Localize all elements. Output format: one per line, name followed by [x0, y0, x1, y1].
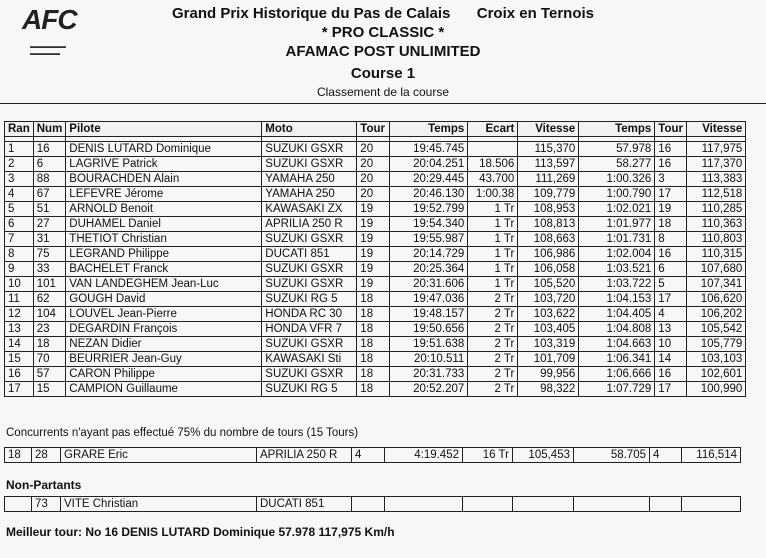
cell-num: 75	[33, 247, 66, 262]
cell-moto: DUCATI 851	[262, 247, 357, 262]
cell-num: 104	[33, 307, 66, 322]
cell-moto: SUZUKI GSXR	[262, 277, 357, 292]
cell-ecart: 1 Tr	[468, 232, 518, 247]
dns-title: Non-Partants	[6, 478, 82, 492]
cell-moto: SUZUKI GSXR	[262, 232, 357, 247]
cell-tour: 19	[357, 277, 390, 292]
cell-best-tour: 10	[655, 337, 687, 352]
cell-tour: 19	[357, 247, 390, 262]
cell-num: 15	[33, 382, 66, 397]
cell-temps: 20:46.130	[390, 187, 468, 202]
cell-ran: 11	[5, 292, 34, 307]
table-row	[5, 292, 746, 307]
best-lap: Meilleur tour: No 16 DENIS LUTARD Dominique 57.978 117,975 Km/h	[6, 525, 395, 539]
cell-tour: 18	[357, 382, 390, 397]
table-row	[5, 262, 746, 277]
cell-best-vitesse: 116,514	[682, 448, 741, 463]
table-row	[5, 497, 741, 512]
cell-temps: 20:52.207	[390, 382, 468, 397]
cell-pilote: VITE Christian	[61, 497, 257, 512]
cell-best-temps	[574, 497, 650, 512]
cell-num: 73	[32, 497, 61, 512]
cell-best-temps: 1:07.729	[579, 382, 655, 397]
event-title	[0, 5, 766, 22]
cell-moto: HONDA RC 30	[262, 307, 357, 322]
cell-best-tour: 17	[655, 292, 687, 307]
table-row	[5, 382, 746, 397]
cell-best-temps: 1:04.153	[579, 292, 655, 307]
dnf-table	[4, 447, 741, 463]
cell-ecart: 2 Tr	[468, 322, 518, 337]
table-row	[5, 367, 746, 382]
cell-best-tour: 5	[655, 277, 687, 292]
cell-num: 70	[33, 352, 66, 367]
cell-best-temps: 1:06.341	[579, 352, 655, 367]
cell-tour: 19	[357, 262, 390, 277]
cell-temps: 20:31.606	[390, 277, 468, 292]
race-title: Course 1	[350, 65, 416, 82]
cell-ecart: 2 Tr	[468, 382, 518, 397]
cell-best-tour: 16	[655, 247, 687, 262]
cell-moto: KAWASAKI Sti	[262, 352, 357, 367]
cell-ran: 17	[5, 382, 34, 397]
cell-best-vitesse: 107,680	[687, 262, 746, 277]
cell-ran: 9	[5, 262, 34, 277]
cell-ran: 1	[5, 142, 34, 157]
cell-vitesse: 111,269	[518, 172, 579, 187]
cell-vitesse: 109,779	[518, 187, 579, 202]
cell-ran: 6	[5, 217, 34, 232]
col-moto: Moto	[262, 122, 357, 137]
cell-moto: SUZUKI RG 5	[262, 292, 357, 307]
cell-vitesse: 98,322	[518, 382, 579, 397]
cell-tour: 19	[357, 217, 390, 232]
table-row	[5, 337, 746, 352]
cell-best-tour: 13	[655, 322, 687, 337]
cell-best-tour: 4	[655, 307, 687, 322]
cell-best-vitesse: 110,315	[687, 247, 746, 262]
cell-best-temps: 1:04.808	[579, 322, 655, 337]
table-row	[5, 247, 746, 262]
col-temps: Temps	[390, 122, 468, 137]
cell-tour: 18	[357, 292, 390, 307]
col-ran: Ran	[5, 122, 34, 137]
cell-tour: 20	[357, 172, 390, 187]
cell-pilote: BEURRIER Jean-Guy	[66, 352, 262, 367]
cell-pilote: ARNOLD Benoit	[66, 202, 262, 217]
cell-tour: 18	[357, 307, 390, 322]
cell-vitesse: 108,953	[518, 202, 579, 217]
cell-tour: 4	[352, 448, 385, 463]
table-row	[5, 277, 746, 292]
cell-vitesse: 99,956	[518, 367, 579, 382]
table-row	[5, 307, 746, 322]
cell-best-vitesse: 105,779	[687, 337, 746, 352]
cell-moto: SUZUKI RG 5	[262, 382, 357, 397]
cell-pilote: LEGRAND Philippe	[66, 247, 262, 262]
cell-tour: 18	[357, 367, 390, 382]
table-row	[5, 217, 746, 232]
cell-vitesse: 115,370	[518, 142, 579, 157]
dnf-note: Concurrents n'ayant pas effectué 75% du nombre de tours (15 Tours)	[6, 427, 359, 439]
cell-vitesse: 103,405	[518, 322, 579, 337]
cell-ran: 14	[5, 337, 34, 352]
cell-temps: 19:55.987	[390, 232, 468, 247]
cell-best-tour: 19	[655, 202, 687, 217]
cell-ecart	[463, 497, 513, 512]
cell-best-tour: 3	[655, 172, 687, 187]
cell-num: 28	[32, 448, 61, 463]
cell-ran: 10	[5, 277, 34, 292]
cell-moto: KAWASAKI ZX	[262, 202, 357, 217]
cell-temps: 19:51.638	[390, 337, 468, 352]
cell-moto: HONDA VFR 7	[262, 322, 357, 337]
table-row	[5, 448, 741, 463]
cell-moto: YAMAHA 250	[262, 172, 357, 187]
cell-ecart: 1 Tr	[468, 262, 518, 277]
table-row	[5, 202, 746, 217]
cell-vitesse: 103,720	[518, 292, 579, 307]
cell-num: 6	[33, 157, 66, 172]
cell-moto: SUZUKI GSXR	[262, 337, 357, 352]
cell-vitesse	[513, 497, 574, 512]
cell-ecart: 16 Tr	[463, 448, 513, 463]
cell-vitesse: 103,622	[518, 307, 579, 322]
cell-pilote: DUHAMEL Daniel	[66, 217, 262, 232]
cell-best-tour	[650, 497, 682, 512]
cell-moto: SUZUKI GSXR	[262, 262, 357, 277]
cell-ran: 16	[5, 367, 34, 382]
cell-best-vitesse: 110,285	[687, 202, 746, 217]
cell-best-temps: 1:03.521	[579, 262, 655, 277]
cell-temps: 19:52.799	[390, 202, 468, 217]
cell-temps: 19:48.157	[390, 307, 468, 322]
table-row	[5, 142, 746, 157]
cell-best-tour: 4	[650, 448, 682, 463]
cell-ran	[5, 497, 32, 512]
cell-num: 18	[33, 337, 66, 352]
cell-pilote: THETIOT Christian	[66, 232, 262, 247]
cell-best-vitesse: 110,363	[687, 217, 746, 232]
col-vitesse: Vitesse	[518, 122, 579, 137]
cell-ecart: 2 Tr	[468, 337, 518, 352]
col-pilote: Pilote	[66, 122, 262, 137]
cell-vitesse: 106,058	[518, 262, 579, 277]
cell-ecart	[468, 142, 518, 157]
cell-best-vitesse: 105,542	[687, 322, 746, 337]
cell-best-tour: 17	[655, 382, 687, 397]
col-best-tour: Tour	[655, 122, 687, 137]
cell-ran: 15	[5, 352, 34, 367]
cell-ecart: 43.700	[468, 172, 518, 187]
cell-best-vitesse: 102,601	[687, 367, 746, 382]
cell-best-temps: 1:04.663	[579, 337, 655, 352]
cell-ran: 5	[5, 202, 34, 217]
cell-tour: 18	[357, 322, 390, 337]
cell-moto: DUCATI 851	[257, 497, 352, 512]
cell-best-temps: 57.978	[579, 142, 655, 157]
cell-pilote: LAGRIVE Patrick	[66, 157, 262, 172]
cell-best-temps: 1:02.004	[579, 247, 655, 262]
cell-temps: 20:10.511	[390, 352, 468, 367]
cell-ecart: 1 Tr	[468, 247, 518, 262]
cell-ran: 8	[5, 247, 34, 262]
cell-best-vitesse: 117,975	[687, 142, 746, 157]
cell-pilote: DEGARDIN François	[66, 322, 262, 337]
cell-ecart: 18.506	[468, 157, 518, 172]
cell-temps: 20:25.364	[390, 262, 468, 277]
cell-pilote: BOURACHDEN Alain	[66, 172, 262, 187]
cell-num: 57	[33, 367, 66, 382]
class-title: AFAMAC POST UNLIMITED	[285, 43, 481, 60]
cell-temps: 19:54.340	[390, 217, 468, 232]
cell-moto: SUZUKI GSXR	[262, 157, 357, 172]
cell-pilote: GRARE Eric	[61, 448, 257, 463]
cell-moto: APRILIA 250 R	[262, 217, 357, 232]
cell-vitesse: 108,663	[518, 232, 579, 247]
cell-ecart: 2 Tr	[468, 307, 518, 322]
cell-ecart: 1 Tr	[468, 217, 518, 232]
cell-pilote: DENIS LUTARD Dominique	[66, 142, 262, 157]
cell-num: 101	[33, 277, 66, 292]
cell-num: 23	[33, 322, 66, 337]
cell-vitesse: 103,319	[518, 337, 579, 352]
cell-pilote: VAN LANDEGHEM Jean-Luc	[66, 277, 262, 292]
col-ecart: Ecart	[468, 122, 518, 137]
cell-temps: 20:04.251	[390, 157, 468, 172]
cell-best-temps: 1:01.731	[579, 232, 655, 247]
cell-temps: 20:14.729	[390, 247, 468, 262]
cell-ran: 7	[5, 232, 34, 247]
cell-tour: 18	[357, 352, 390, 367]
logo-text: AFC	[22, 4, 77, 35]
cell-pilote: LOUVEL Jean-Pierre	[66, 307, 262, 322]
event-title-left: Grand Prix Historique du Pas de Calais	[171, 5, 451, 22]
cell-num: 16	[33, 142, 66, 157]
cell-vitesse: 105,520	[518, 277, 579, 292]
cell-ecart: 1 Tr	[468, 277, 518, 292]
cell-best-temps: 1:03.722	[579, 277, 655, 292]
table-row	[5, 187, 746, 202]
cell-ran: 13	[5, 322, 34, 337]
cell-tour: 18	[357, 337, 390, 352]
cell-num: 67	[33, 187, 66, 202]
cell-vitesse: 113,597	[518, 157, 579, 172]
cell-best-temps: 1:00.790	[579, 187, 655, 202]
cell-best-vitesse: 106,620	[687, 292, 746, 307]
cell-moto: APRILIA 250 R	[257, 448, 352, 463]
table-row	[5, 352, 746, 367]
cell-best-temps: 58.705	[574, 448, 650, 463]
cell-num: 31	[33, 232, 66, 247]
cell-best-temps: 1:00.326	[579, 172, 655, 187]
cell-ran: 12	[5, 307, 34, 322]
cell-best-vitesse: 107,341	[687, 277, 746, 292]
cell-tour: 20	[357, 142, 390, 157]
cell-ecart: 2 Tr	[468, 367, 518, 382]
cell-ran: 18	[5, 448, 32, 463]
cell-ran: 2	[5, 157, 34, 172]
header-divider	[0, 103, 766, 104]
cell-vitesse: 105,453	[513, 448, 574, 463]
results-header-row	[5, 122, 746, 137]
col-tour: Tour	[357, 122, 390, 137]
cell-temps: 20:29.445	[390, 172, 468, 187]
cell-ran: 4	[5, 187, 34, 202]
cell-vitesse: 106,986	[518, 247, 579, 262]
cell-best-vitesse: 106,202	[687, 307, 746, 322]
cell-pilote: NEZAN Didier	[66, 337, 262, 352]
col-num: Num	[33, 122, 66, 137]
cell-moto: YAMAHA 250	[262, 187, 357, 202]
event-title-right: Croix en Ternois	[476, 5, 594, 22]
cell-best-tour: 6	[655, 262, 687, 277]
cell-pilote: GOUGH David	[66, 292, 262, 307]
cell-tour	[352, 497, 385, 512]
dns-table	[4, 496, 741, 512]
cell-best-temps: 1:04.405	[579, 307, 655, 322]
cell-best-vitesse	[682, 497, 741, 512]
cell-temps: 4:19.452	[385, 448, 463, 463]
category-title: * PRO CLASSIC *	[321, 24, 445, 41]
cell-num: 27	[33, 217, 66, 232]
table-row	[5, 322, 746, 337]
results-table	[4, 121, 746, 397]
cell-best-tour: 16	[655, 157, 687, 172]
cell-tour: 20	[357, 187, 390, 202]
cell-vitesse: 101,709	[518, 352, 579, 367]
cell-best-vitesse: 100,990	[687, 382, 746, 397]
cell-best-temps: 1:02.021	[579, 202, 655, 217]
cell-best-vitesse: 112,518	[687, 187, 746, 202]
cell-best-vitesse: 110,803	[687, 232, 746, 247]
cell-best-tour: 8	[655, 232, 687, 247]
cell-tour: 20	[357, 157, 390, 172]
cell-temps: 19:47.036	[390, 292, 468, 307]
cell-temps	[385, 497, 463, 512]
cell-ecart: 1:00.38	[468, 187, 518, 202]
cell-vitesse: 108,813	[518, 217, 579, 232]
cell-tour: 19	[357, 202, 390, 217]
cell-num: 62	[33, 292, 66, 307]
cell-temps: 20:31.733	[390, 367, 468, 382]
cell-best-temps: 1:01.977	[579, 217, 655, 232]
cell-pilote: LEFEVRE Jérome	[66, 187, 262, 202]
cell-temps: 19:50.656	[390, 322, 468, 337]
cell-ecart: 2 Tr	[468, 292, 518, 307]
cell-pilote: CAMPION Guillaume	[66, 382, 262, 397]
cell-num: 33	[33, 262, 66, 277]
cell-best-tour: 16	[655, 367, 687, 382]
col-best-temps: Temps	[579, 122, 655, 137]
table-row	[5, 232, 746, 247]
cell-best-tour: 17	[655, 187, 687, 202]
cell-ecart: 1 Tr	[468, 202, 518, 217]
cell-temps: 19:45.745	[390, 142, 468, 157]
table-row	[5, 172, 746, 187]
logo-subtext: ▬▬▬▬▬▬ ▬▬▬▬▬	[30, 44, 66, 57]
cell-pilote: BACHELET Franck	[66, 262, 262, 277]
col-best-vitesse: Vitesse	[687, 122, 746, 137]
cell-best-temps: 58.277	[579, 157, 655, 172]
cell-best-temps: 1:06.666	[579, 367, 655, 382]
cell-moto: SUZUKI GSXR	[262, 142, 357, 157]
cell-best-vitesse: 113,383	[687, 172, 746, 187]
cell-pilote: CARON Philippe	[66, 367, 262, 382]
cell-best-tour: 14	[655, 352, 687, 367]
cell-best-tour: 18	[655, 217, 687, 232]
cell-ecart: 2 Tr	[468, 352, 518, 367]
page-subtitle: Classement de la course	[316, 85, 450, 99]
cell-num: 51	[33, 202, 66, 217]
cell-best-vitesse: 103,103	[687, 352, 746, 367]
cell-best-tour: 16	[655, 142, 687, 157]
cell-moto: SUZUKI GSXR	[262, 367, 357, 382]
cell-num: 88	[33, 172, 66, 187]
cell-tour: 19	[357, 232, 390, 247]
cell-best-vitesse: 117,370	[687, 157, 746, 172]
cell-ran: 3	[5, 172, 34, 187]
table-row	[5, 157, 746, 172]
